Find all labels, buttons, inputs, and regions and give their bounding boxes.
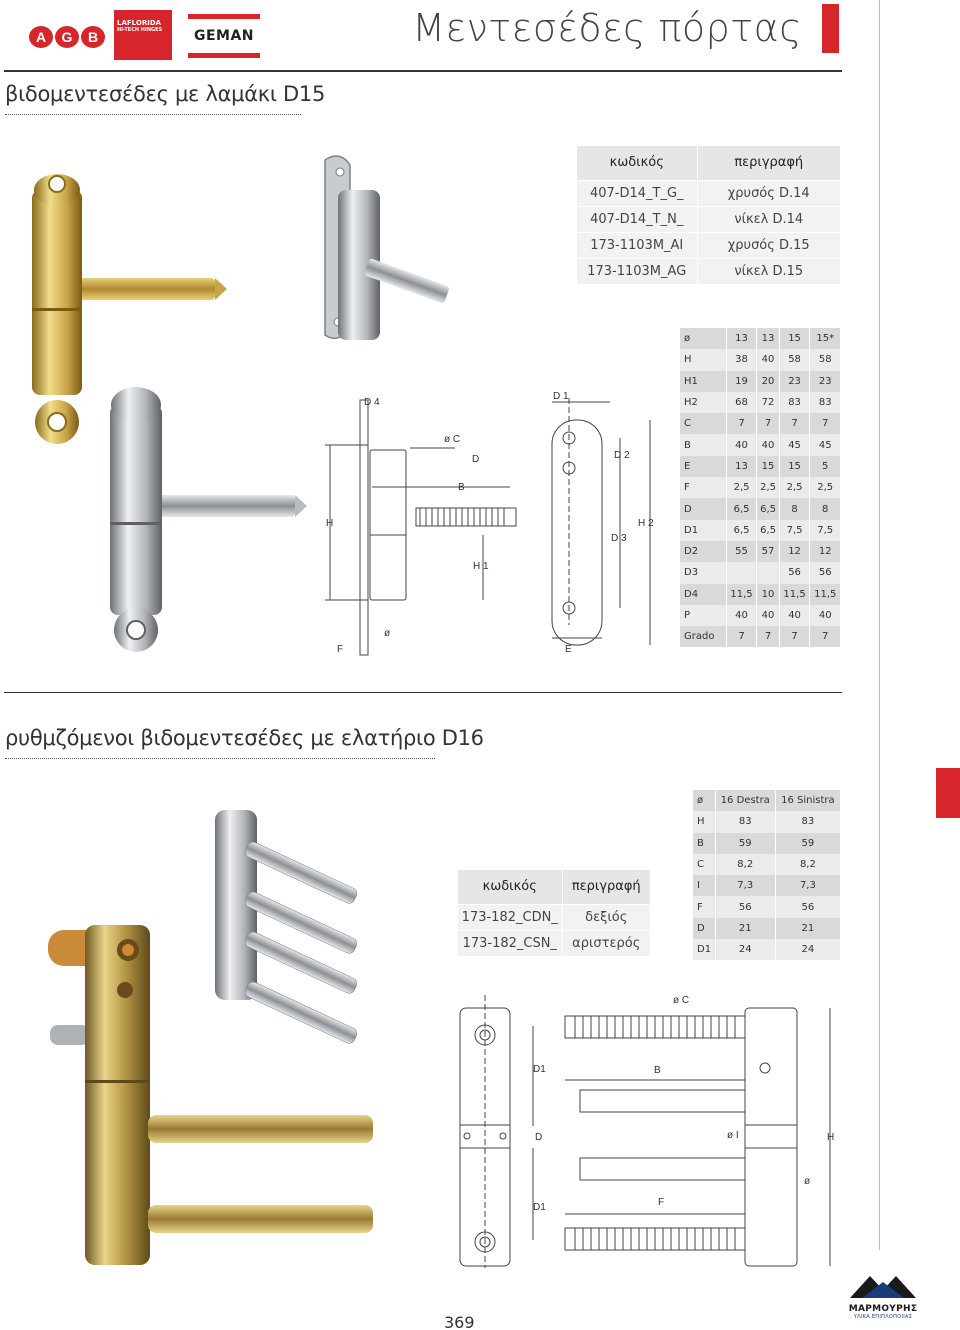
dimension-value-cell: 7,5 [779, 520, 810, 541]
section-title-underline [5, 758, 435, 759]
dimension-value-cell: 15* [810, 328, 840, 349]
agb-logo [28, 24, 106, 50]
dimension-value-cell: 68 [726, 392, 757, 413]
technical-drawing-d16 [455, 990, 845, 1270]
dimension-row [680, 541, 840, 562]
dimension-row [693, 854, 840, 875]
dimension-value-cell: 6,5 [757, 498, 779, 519]
header-divider [4, 70, 842, 72]
description-cell: δεξιός [562, 904, 650, 930]
dim-label-h: H [827, 1132, 835, 1143]
dimension-label-cell: B [693, 833, 715, 854]
dimension-value-cell: 7 [726, 413, 757, 434]
dimension-label-cell: D2 [680, 541, 726, 562]
dimension-label-cell: F [693, 896, 715, 917]
hinge-photos-d16 [40, 800, 380, 1300]
dimension-row [680, 434, 840, 455]
dimension-value-cell: 40 [726, 434, 757, 455]
dimension-label-cell: B [680, 434, 726, 455]
dim-label-d4: D 4 [364, 397, 380, 408]
footer-brand: ΜΑΡΜΟΥΡΗΣ [848, 1304, 918, 1314]
dim-label-d: D [535, 1132, 543, 1143]
dimension-row [680, 584, 840, 605]
dimension-row [680, 328, 840, 349]
dim-label-d2: D 2 [614, 450, 630, 461]
dimension-label-cell: D [680, 498, 726, 519]
dimension-value-cell: 11,5 [810, 584, 840, 605]
dim-label-h: H [326, 518, 334, 529]
dimension-value-cell: 7 [757, 413, 779, 434]
dimension-row [693, 811, 840, 832]
plate-hinge-photo [325, 156, 450, 340]
dimension-value-cell: 21 [715, 918, 775, 939]
dimension-label-cell: D4 [680, 584, 726, 605]
page-title: Μεντεσέδες πόρτας [412, 6, 802, 50]
dimension-value-cell: 40 [757, 605, 779, 626]
dim-label-o: ø [384, 628, 391, 639]
table-row [458, 904, 650, 930]
description-cell: αριστερός [562, 930, 650, 956]
dimension-value-cell: 57 [757, 541, 779, 562]
dimension-label-cell: H1 [680, 371, 726, 392]
page-number: 369 [444, 1313, 475, 1330]
dimension-row [693, 875, 840, 896]
dimension-label-cell: D1 [680, 520, 726, 541]
laflorida-subtitle: HI-TECH HINGES [117, 27, 163, 33]
dimension-value-cell: 40 [757, 434, 779, 455]
dimension-value-cell: 56 [810, 562, 840, 583]
dimension-value-cell: 13 [757, 328, 779, 349]
dimension-value-cell: 7 [810, 626, 840, 647]
dimension-value-cell: 72 [757, 392, 779, 413]
description-cell: χρυσός D.14 [697, 180, 840, 206]
dimension-value-cell: 59 [715, 833, 775, 854]
laflorida-logo [114, 10, 172, 60]
section-title-underline [5, 114, 301, 115]
description-cell: νίκελ D.14 [697, 206, 840, 232]
dimension-value-cell: 7 [757, 626, 779, 647]
dimension-row [693, 939, 840, 960]
dimension-value-cell: 11,5 [779, 584, 810, 605]
dimension-value-cell [757, 562, 779, 583]
section-tab-marker [936, 768, 960, 818]
dimension-row [680, 477, 840, 498]
dimension-label-cell: ø [693, 790, 715, 811]
dimension-value-cell: 58 [779, 349, 810, 370]
section-title-d15: βιδομεντεσέδες με λαμάκι D15 [5, 82, 326, 106]
dimension-label-cell: F [680, 477, 726, 498]
header-description: περιγραφή [562, 870, 650, 904]
description-cell: χρυσός D.15 [697, 232, 840, 258]
dim-label-f: F [658, 1197, 665, 1208]
dimension-value-cell: 56 [779, 562, 810, 583]
dim-label-b: B [654, 1065, 661, 1076]
dimension-value-cell: 45 [779, 434, 810, 455]
dimension-row [693, 896, 840, 917]
dimension-value-cell: 83 [810, 392, 840, 413]
dim-label-e: E [565, 644, 572, 655]
dimension-value-cell: 7 [779, 626, 810, 647]
section-title-d16: ρυθμζόμενοι βιδομεντεσέδες με ελατήριο D16 [5, 726, 484, 750]
dimension-row [693, 833, 840, 854]
code-cell: 173-182_CDN_ [458, 904, 562, 930]
dimension-value-cell: 21 [775, 918, 840, 939]
dimension-row [680, 392, 840, 413]
dimension-value-cell: 24 [775, 939, 840, 960]
header-code: κωδικός [458, 870, 562, 904]
dimension-label-cell: D3 [680, 562, 726, 583]
svg-text:B: B [87, 29, 99, 45]
dimension-value-cell: 23 [779, 371, 810, 392]
dimension-label-cell: Grado [680, 626, 726, 647]
dimension-row [680, 562, 840, 583]
dimension-row [680, 520, 840, 541]
dimension-value-cell: 12 [810, 541, 840, 562]
dimension-value-cell: 10 [757, 584, 779, 605]
dim-label-f: F [337, 644, 344, 655]
dimension-label-cell: E [680, 456, 726, 477]
code-cell: 173-182_CSN_ [458, 930, 562, 956]
dimension-value-cell: 12 [779, 541, 810, 562]
table-row [577, 232, 840, 258]
dimension-label-cell: H2 [680, 392, 726, 413]
section-divider [4, 692, 842, 693]
dimensions-table-d16 [693, 790, 840, 960]
dimension-label-cell: C [693, 854, 715, 875]
dimension-value-cell: 5 [810, 456, 840, 477]
dim-label-d1-top: D1 [533, 1064, 546, 1075]
code-cell: 407-D14_T_G_ [577, 180, 697, 206]
dimension-value-cell: 15 [779, 328, 810, 349]
laflorida-name: LAFLORIDA [117, 19, 162, 27]
dim-label-b: B [458, 482, 465, 493]
dimension-value-cell: 7 [726, 626, 757, 647]
dimension-value-cell: 8 [810, 498, 840, 519]
dimension-value-cell: 55 [726, 541, 757, 562]
header-code: κωδικός [577, 146, 697, 180]
dimension-value-cell: 23 [810, 371, 840, 392]
dimension-value-cell: 58 [810, 349, 840, 370]
dimension-label-cell: H [680, 349, 726, 370]
dimension-value-cell: 7,5 [810, 520, 840, 541]
dimension-value-cell: 11,5 [726, 584, 757, 605]
dimension-value-cell: 8 [779, 498, 810, 519]
dimension-value-cell: 13 [726, 328, 757, 349]
dimension-value-cell: 56 [775, 896, 840, 917]
dimension-value-cell: 19 [726, 371, 757, 392]
dimension-value-cell: 7 [810, 413, 840, 434]
dim-label-d1: D 1 [553, 391, 569, 402]
dimension-value-cell: 6,5 [726, 520, 757, 541]
table-row [458, 930, 650, 956]
mountain-logo-icon [848, 1272, 918, 1300]
dimension-value-cell: 16 Destra [715, 790, 775, 811]
table-row [577, 180, 840, 206]
dimension-row [693, 790, 840, 811]
dimension-value-cell: 15 [779, 456, 810, 477]
dimension-value-cell: 83 [715, 811, 775, 832]
dimension-label-cell: H [693, 811, 715, 832]
dimension-value-cell: 15 [757, 456, 779, 477]
description-cell: νίκελ D.15 [697, 258, 840, 284]
dimension-value-cell: 40 [726, 605, 757, 626]
dimension-value-cell: 83 [779, 392, 810, 413]
grey-spring-hinge-render [215, 810, 359, 1045]
dimensions-table-d15 [680, 328, 840, 647]
table-row [577, 258, 840, 284]
dimension-value-cell: 2,5 [726, 477, 757, 498]
dimension-value-cell: 8,2 [775, 854, 840, 875]
product-code-table-d16 [458, 870, 650, 956]
dimension-value-cell [726, 562, 757, 583]
table-header-row [577, 146, 840, 180]
dim-label-d: D [472, 454, 480, 465]
page-margin-line [879, 0, 880, 1250]
dim-label-d3: D 3 [611, 533, 627, 544]
dimension-value-cell: 59 [775, 833, 840, 854]
title-accent-bar [822, 4, 839, 53]
dimension-row [680, 413, 840, 434]
dimension-row [693, 918, 840, 939]
dim-label-h2: H 2 [638, 518, 654, 529]
dimension-row [680, 626, 840, 647]
dimension-value-cell: 45 [810, 434, 840, 455]
header-description: περιγραφή [697, 146, 840, 180]
svg-text:A: A [35, 29, 47, 45]
dimension-label-cell: D [693, 918, 715, 939]
svg-text:G: G [61, 29, 73, 45]
dimension-label-cell: D1 [693, 939, 715, 960]
dimension-value-cell: 6,5 [726, 498, 757, 519]
dimension-value-cell: 7,3 [715, 875, 775, 896]
code-cell: 407-D14_T_N_ [577, 206, 697, 232]
footer-tagline: ΥΛΙΚΑ ΕΠΙΠΛΟΠΟΙΙΑΣ [853, 1314, 913, 1320]
dimension-label-cell: P [680, 605, 726, 626]
dimension-row [680, 456, 840, 477]
dimension-row [680, 605, 840, 626]
dimension-value-cell: 24 [715, 939, 775, 960]
dimension-label-cell: ø [680, 328, 726, 349]
dimension-value-cell: 40 [757, 349, 779, 370]
dimension-value-cell: 2,5 [810, 477, 840, 498]
dimension-value-cell: 56 [715, 896, 775, 917]
dim-label-oc: ø C [444, 434, 461, 445]
dimension-value-cell: 6,5 [757, 520, 779, 541]
dimension-value-cell: 83 [775, 811, 840, 832]
dim-label-oi: ø I [727, 1130, 739, 1141]
table-header-row [458, 870, 650, 904]
dimension-value-cell: 7,3 [775, 875, 840, 896]
dimension-value-cell: 16 Sinistra [775, 790, 840, 811]
dimension-value-cell: 8,2 [715, 854, 775, 875]
dim-label-o: ø [804, 1176, 811, 1187]
dimension-value-cell: 7 [779, 413, 810, 434]
code-cell: 173-1103M_AG [577, 258, 697, 284]
dimension-row [680, 371, 840, 392]
dimension-row [680, 498, 840, 519]
dimension-value-cell: 40 [779, 605, 810, 626]
dimension-value-cell: 2,5 [779, 477, 810, 498]
geman-logo [188, 14, 260, 58]
dim-label-d1-bottom: D1 [533, 1202, 546, 1213]
table-row [577, 206, 840, 232]
code-cell: 173-1103M_AI [577, 232, 697, 258]
nickel-hinge-photo [110, 387, 307, 652]
dimension-row [680, 349, 840, 370]
dimension-value-cell: 2,5 [757, 477, 779, 498]
dim-label-oc: ø C [673, 995, 690, 1006]
dimension-value-cell: 40 [810, 605, 840, 626]
dim-label-h1: H 1 [473, 561, 489, 572]
geman-name: GEMAN [193, 28, 255, 44]
dimension-label-cell: C [680, 413, 726, 434]
dimension-value-cell: 20 [757, 371, 779, 392]
marmouris-logo [838, 1272, 928, 1324]
dimension-value-cell: 38 [726, 349, 757, 370]
technical-drawing-d15 [320, 390, 665, 660]
dimension-label-cell: I [693, 875, 715, 896]
product-code-table-d15 [577, 146, 840, 284]
dimension-value-cell: 13 [726, 456, 757, 477]
